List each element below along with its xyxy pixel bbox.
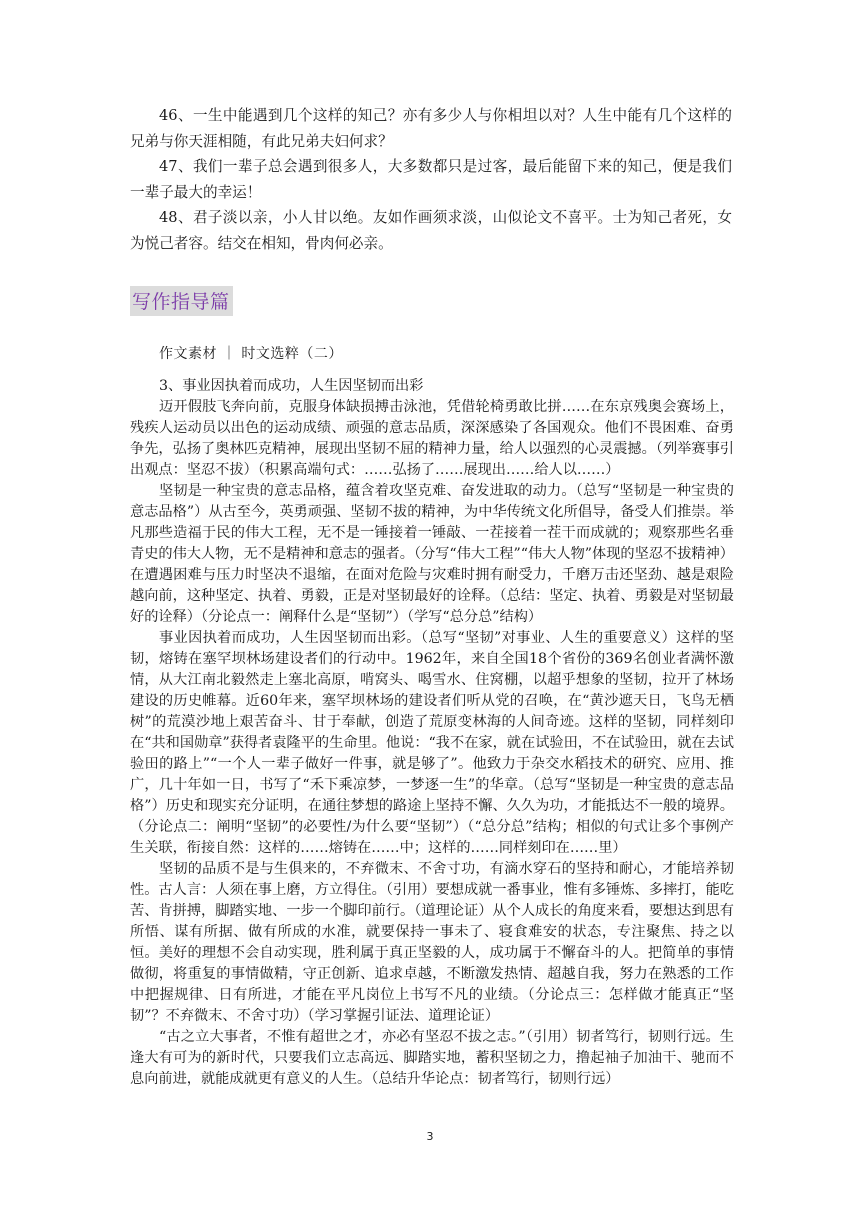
body-paragraph: 坚韧是一种宝贵的意志品格，蕴含着攻坚克难、奋发进取的动力。（总写“坚韧是一种宝贵的意志品格”）从古至今，英勇顽强、坚韧不拔的精神，为中华传统文化所倡导，备受人们推崇。举凡那些造福于民的伟大工程，无不是一锤接着一锤敲、一茬接着一茬干而成就的；观察那些名垂青史的伟大人物，无不是精神和意志的强者。（分写“伟大工程”“伟大人物”体现的坚忍不拔精神）在遭遇困难与压力时坚决不退缩，在面对危险与灾难时拥有耐受力，千磨万击还坚劲、越是艰险越向前，这种坚定、执着、勇毅，正是对坚韧最好的诠释。（总结：坚定、执着、勇毅是对坚韧最好的诠释）（分论点一：阐释什么是“坚韧”）（学写“总分总”结构） — [130, 483, 734, 625]
quote-paragraph: 46、一生中能遇到几个这样的知己？亦有多少人与你相坦以对？人生中能有几个这样的兄弟与你天涯相随，有此兄弟夫妇何求？ — [130, 107, 732, 150]
article-body — [130, 376, 734, 1090]
quotes-section — [130, 103, 732, 256]
quote-paragraph: 48、君子淡以亲，小人甘以绝。友如作画须求淡，山似论文不喜平。士为知己者死，女为悦己者容。结交在相知，骨肉何必亲。 — [130, 209, 732, 252]
article-title: 3、事业因执着而成功，人生因坚韧而出彩 — [159, 378, 424, 394]
body-paragraph: “古之立大事者，不惟有超世之才，亦必有坚忍不拔之志。”（引用）韧者笃行，韧则行远。生逢大有可为的新时代，只要我们立志高远、脚踏实地，蓄积坚韧之力，撸起袖子加油干、驰而不息向前进，就能成就更有意义的人生。（总结升华论点：韧者笃行，韧则行远） — [130, 1029, 734, 1087]
body-paragraph: 事业因执着而成功，人生因坚韧而出彩。（总写“坚韧”对事业、人生的重要意义）这样的坚韧，熔铸在塞罕坝林场建设者们的行动中。1962年，来自全国18个省份的369名创业者满怀激情，从大江南北毅然走上塞北高原，啃窝头、喝雪水、住窝棚，以超乎想象的坚韧，拉开了林场建设的历史帷幕。近60年来，塞罕坝林场的建设者们听从党的召唤，在“黄沙遮天日，飞鸟无栖树”的荒漠沙地上艰苦奋斗、甘于奉献，创造了荒原变林海的人间奇迹。这样的坚韧，同样刻印在“共和国勋章”获得者袁隆平的生命里。他说：“我不在家，就在试验田，不在试验田，就在去试验田的路上”“一个人一辈子做好一件事，就是够了”。他致力于杂交水稻技术的研究、应用、推广，几十年如一日，书写了“禾下乘凉梦，一梦逐一生”的华章。（总写“坚韧是一种宝贵的意志品格”）历史和现实充分证明，在通往梦想的路途上坚持不懈、久久为功，才能抵达不一般的境界。（分论点二：阐明“坚韧”的必要性/为什么要“坚韧”）（“总分总”结构；相似的句式让多个事例产生关联，衔接自然：这样的……熔铸在……中；这样的……同样刻印在……里） — [130, 630, 734, 856]
article-subtitle: 作文素材 ｜ 时文选粹（二） — [159, 346, 343, 362]
section-heading: 写作指导篇 — [130, 286, 233, 316]
quote-paragraph: 47、我们一辈子总会遇到很多人，大多数都只是过客，最后能留下来的知己，便是我们一辈子最大的幸运！ — [130, 158, 732, 201]
body-paragraph: 坚韧的品质不是与生俱来的，不弃微末、不舍寸功，有滴水穿石的坚持和耐心，才能培养韧性。古人言：人须在事上磨，方立得住。（引用）要想成就一番事业，惟有多锤炼、多摔打，能吃苦、肯拼搏，脚踏实地、一步一个脚印前行。（道理论证）从个人成长的角度来看，要想达到思有所悟、谋有所据、做有所成的水准，就要保持一事未了、寝食难安的状态，专注聚焦、持之以恒。美好的理想不会自动实现，胜利属于真正坚毅的人，成功属于不懈奋斗的人。把简单的事情做彻，将重复的事情做精，守正创新、追求卓越，不断激发热情、超越自我，努力在熟悉的工作中把握规律、日有所进，才能在平凡岗位上书写不凡的业绩。（分论点三：怎样做才能真正“坚韧”？不弃微末、不舍寸功）（学习掌握引证法、道理论证） — [130, 861, 734, 1024]
body-paragraph: 迈开假肢飞奔向前，克服身体缺损搏击泳池，凭借轮椅勇敢比拼……在东京残奥会赛场上，残疾人运动员以出色的运动成绩、顽强的意志品质，深深感染了各国观众。他们不畏困难、奋勇争先，弘扬了奥林匹克精神，展现出坚韧不屈的精神力量，给人以强烈的心灵震撼。（列举赛事引出观点：坚忍不拔）（积累高端句式：……弘扬了……展现出……给人以……） — [130, 399, 734, 478]
page-number: 3 — [426, 1130, 434, 1143]
